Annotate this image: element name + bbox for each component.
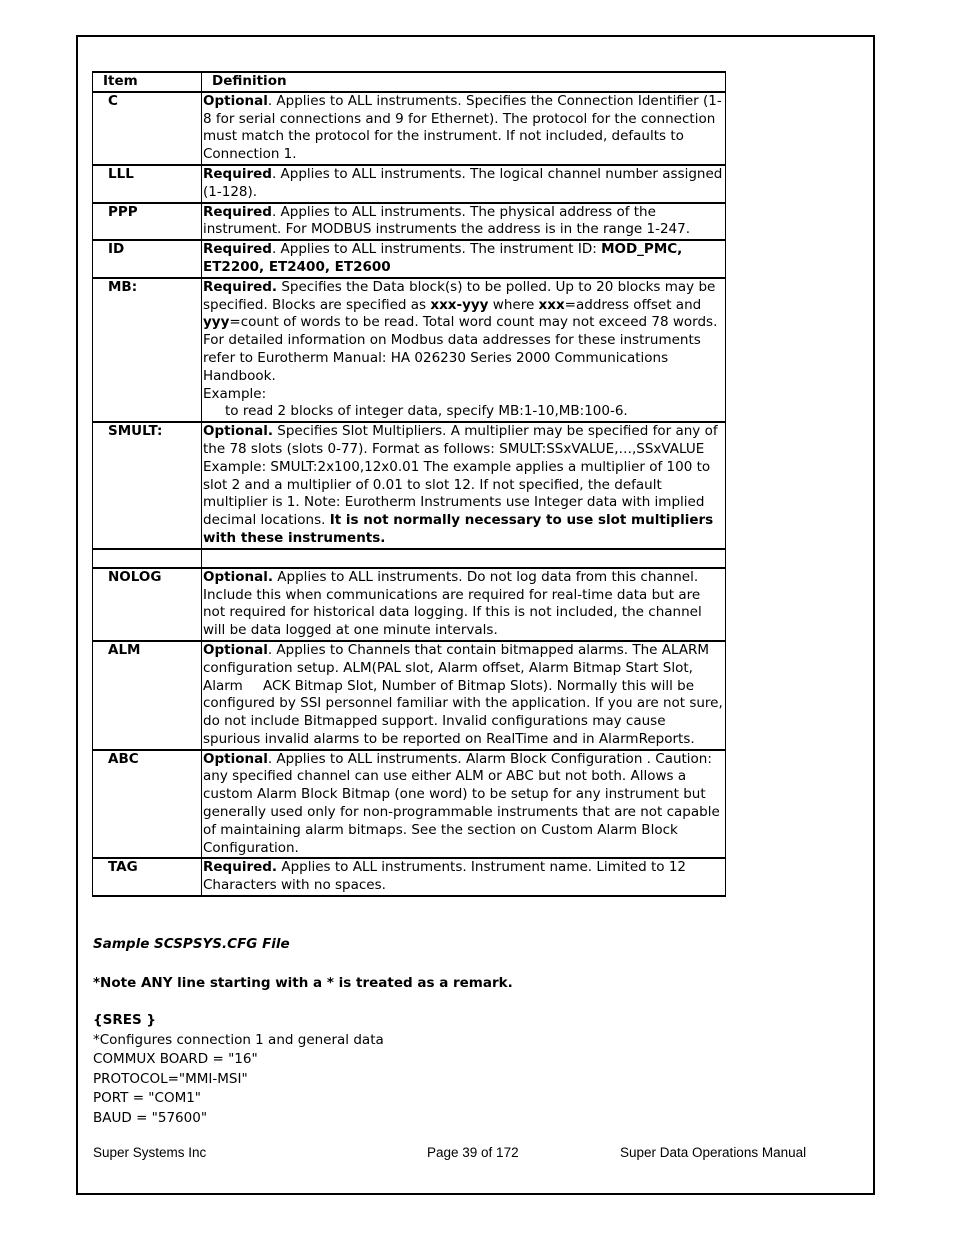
table-row: [93, 858, 726, 896]
format-term: yyy: [203, 314, 230, 331]
requirement-label: Required.: [203, 278, 278, 295]
remark-note: *Note ANY line starting with a * is treated as a remark.: [93, 975, 513, 991]
definition-text: =count of words to be read. Total word count may not exceed 78 words. For detailed information on Modbus data addresses for these instruments refer to Eurotherm Manual: HA 026230 Series 2000 Communications Handbook.: [203, 314, 718, 384]
table-row: [93, 278, 726, 422]
requirement-label: Optional: [203, 750, 268, 767]
item-cell: PPP: [93, 203, 202, 241]
definition-cell: [202, 203, 726, 241]
item-cell: ID: [93, 240, 202, 278]
definition-text: Applies to ALL instruments. Do not log data from this channel. Include this when communications are required for real-time data but are not required for historical data logging. If this is not included, the channel will be data logged at one minute intervals.: [203, 568, 702, 639]
table-row: [93, 92, 726, 165]
config-line: BAUD = "57600": [93, 1109, 208, 1126]
config-line: PORT = "COM1": [93, 1090, 202, 1107]
definition-cell: [202, 858, 726, 896]
config-sample: [93, 1011, 384, 1129]
definition-cell: [202, 568, 726, 641]
example-text: to read 2 blocks of integer data, specify MB:1-10,MB:100-6.: [225, 403, 628, 420]
example-label: Example:: [203, 385, 267, 402]
definition-text: . Applies to ALL instruments. Alarm Block Configuration . Caution: any specified channel can use either ALM or ABC but not both. Allows a custom Alarm Block Bitmap (one word) to be setup for any instrument but generally used only for non-programmable instruments that are not capable of maintaining alarm bitmaps. See the section on Custom Alarm Block Configuration.: [203, 750, 720, 856]
format-term: xxx-yyy: [430, 296, 489, 313]
header-item: Item: [93, 72, 202, 92]
emphasis-text: It is not normally necessary to use slot multipliers with these instruments.: [203, 512, 714, 546]
item-cell: C: [93, 92, 202, 165]
item-cell: ABC: [93, 750, 202, 859]
definition-table: [92, 71, 726, 897]
item-cell: [93, 549, 202, 568]
definition-cell: [202, 422, 726, 549]
item-cell: LLL: [93, 165, 202, 203]
definition-text: ACK Bitmap Slot, Number of Bitmap Slots). Normally this will be configured by SSI personnel familiar with the application. If you are not sure, do not include Bitmapped support. Invalid configurations may cause spurious invalid alarms to be reported on RealTime and in AlarmReports.: [203, 677, 723, 747]
definition-cell: [202, 240, 726, 278]
item-cell: TAG: [93, 858, 202, 896]
definition-text: . Applies to ALL instruments. The instrument ID:: [271, 241, 602, 258]
table-row: [93, 641, 726, 750]
instrument-ids: MOD_PMC, ET2200, ET2400, ET2600: [203, 241, 683, 275]
definition-text: Applies to ALL instruments. Instrument name. Limited to 12 Characters with no spaces.: [203, 859, 687, 894]
footer-company: Super Systems Inc: [93, 1145, 207, 1160]
table-row: [93, 240, 726, 278]
definition-text: Specifies Slot Multipliers. A multiplier may be specified for any of the 78 slots (slots 0-77). Format as follows: SMULT:SSxVALUE,…,SSxVALUE Example: SMULT:2x100,12x0.01 The example applies a multiplier of 100 to slot 2 and a multiplier of 0.01 to slot 12. If not specified, the default multiplier is 1. Note: Eurotherm Instruments use Integer data with implied decimal locations.: [203, 423, 718, 529]
definition-cell: [202, 750, 726, 859]
table-row: [93, 203, 726, 241]
requirement-label: Required.: [203, 859, 278, 876]
format-term: xxx: [538, 296, 565, 313]
sample-file-title: Sample SCSPSYS.CFG File: [93, 936, 290, 952]
item-cell: SMULT:: [93, 422, 202, 549]
header-definition: Definition: [202, 72, 726, 92]
table-row: [93, 568, 726, 641]
definition-cell: [202, 549, 726, 568]
definition-text: Alarm: [203, 677, 243, 694]
requirement-label: Required: [203, 165, 272, 182]
definition-text: . Applies to ALL instruments. The physical address of the instrument. For MODBUS instruments the address is in the range 1-247.: [203, 203, 691, 238]
requirement-label: Required: [203, 241, 272, 258]
definition-text: . Applies to ALL instruments. The logical channel number assigned (1-128).: [203, 165, 723, 200]
footer-manual-title: Super Data Operations Manual: [620, 1145, 807, 1160]
definition-cell: [202, 278, 726, 422]
definition-text: where: [488, 296, 539, 313]
table-row: [93, 422, 726, 549]
definition-cell: [202, 165, 726, 203]
definition-text: . Applies to ALL instruments. Specifies the Connection Identifier (1-8 for serial connections and 9 for Ethernet). The protocol for the connection must match the protocol for the instrument. If not included, defaults to Connection 1.: [203, 92, 722, 163]
definition-text: =address offset and: [564, 296, 702, 313]
config-line: COMMUX BOARD = "16": [93, 1051, 258, 1068]
requirement-label: Optional: [203, 92, 268, 109]
blank-row: [93, 549, 726, 568]
footer-page-number: Page 39 of 172: [427, 1145, 519, 1160]
requirement-label: Required: [203, 203, 272, 220]
definition-text: . Applies to Channels that contain bitmapped alarms. The ALARM configuration setup. ALM(PAL slot, Alarm offset, Alarm Bitmap Start Slot,: [203, 641, 710, 676]
config-line: *Configures connection 1 and general data: [93, 1031, 384, 1048]
definition-cell: [202, 92, 726, 165]
requirement-label: Optional.: [203, 568, 273, 585]
item-cell: MB:: [93, 278, 202, 422]
requirement-label: Optional.: [203, 423, 273, 440]
definition-cell: [202, 641, 726, 750]
requirement-label: Optional: [203, 641, 268, 658]
item-cell: NOLOG: [93, 568, 202, 641]
config-section-header: {SRES }: [93, 1012, 156, 1028]
definition-text: Specifies the Data block(s) to be polled. Up to 20 blocks may be specified. Blocks are specified as: [203, 278, 716, 313]
table-header-row: [93, 72, 726, 92]
table-row: [93, 165, 726, 203]
config-line: PROTOCOL="MMI-MSI": [93, 1070, 248, 1087]
item-cell: ALM: [93, 641, 202, 750]
table-row: [93, 750, 726, 859]
